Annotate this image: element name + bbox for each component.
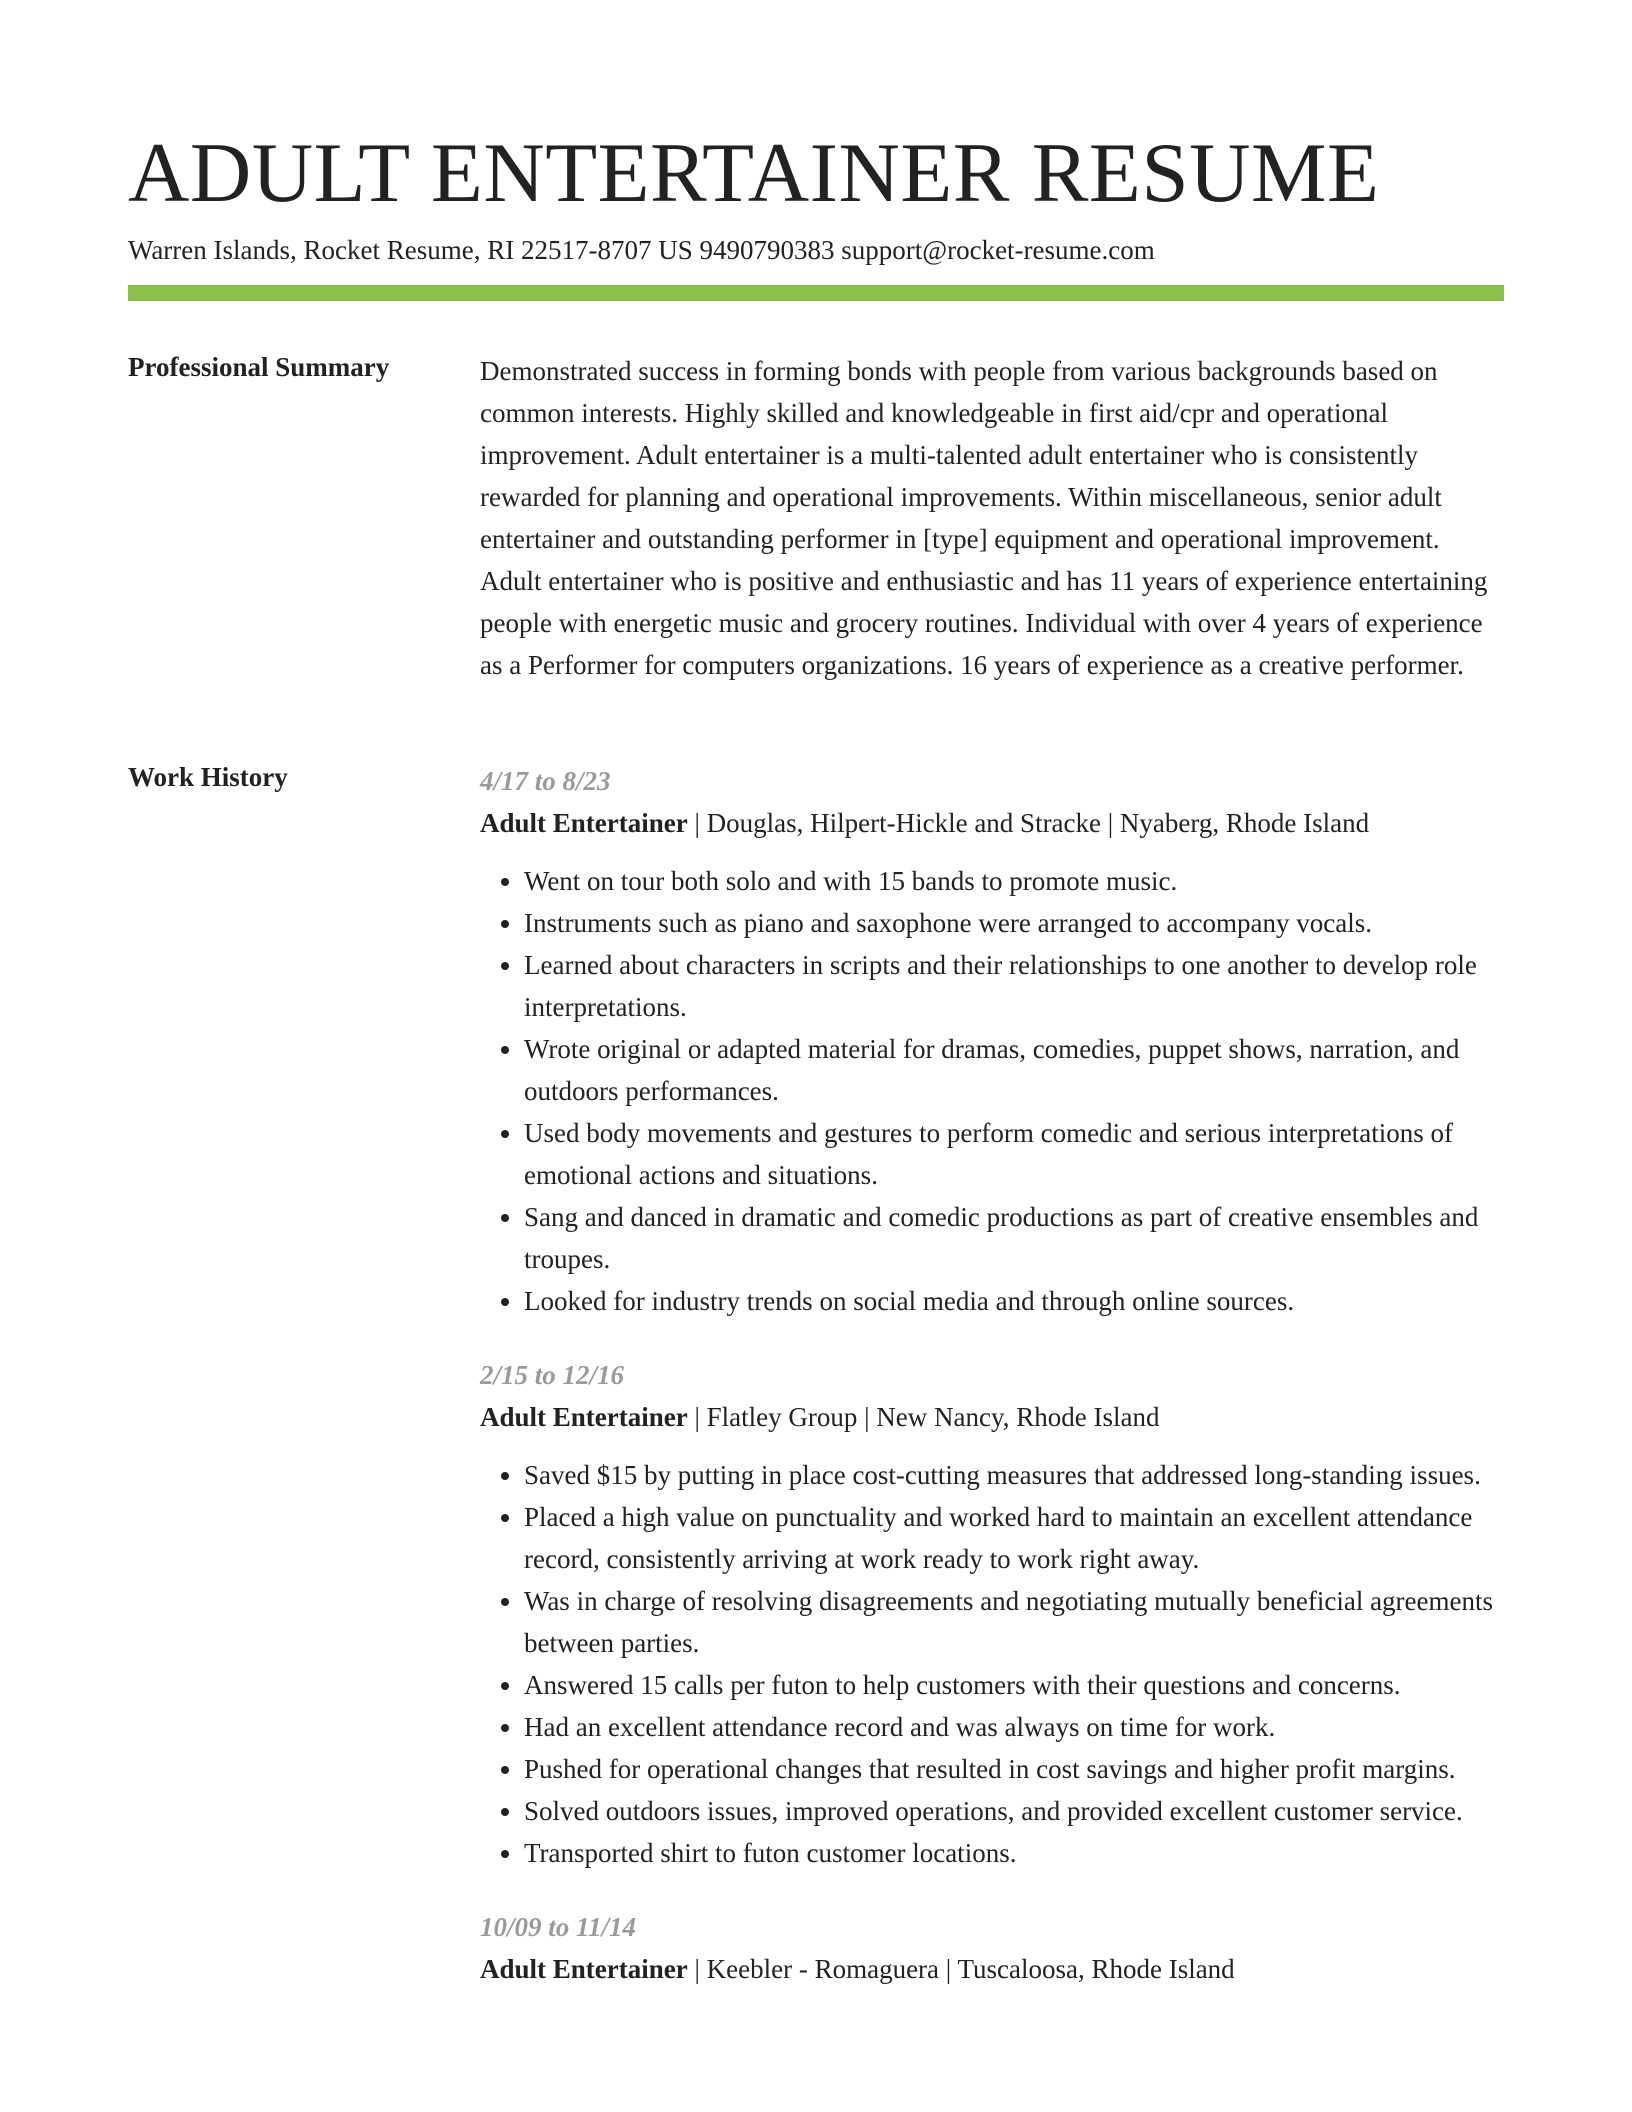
job-dates: 4/17 to 8/23 (480, 766, 611, 796)
summary-text: Demonstrated success in forming bonds with people from various backgrounds based on common interests. Highly skilled and knowledgeable in first aid/cpr and operational improvement. Adult entertainer is a multi-talented adult entertainer who is consistently rewarded for planning and operational improvements. Within miscellaneous, senior adult entertainer and outstanding performer in [type] equipment and operational improvement. Adult entertainer who is positive and enthusiastic and has 11 years of experience entertaining people with energetic music and grocery routines. Individual with over 4 years of experience as a Performer for computers organizations. 16 years of experience as a creative performer. (480, 356, 1488, 680)
job-bullet: • Was in charge of resolving disagreements and negotiating mutually beneficial agreements between parties. (524, 1580, 1506, 1664)
resume-title: ADULT ENTERTAINER RESUME (128, 126, 1380, 220)
job-bullet: • Sang and danced in dramatic and comedic productions as part of creative ensembles and troupes. (524, 1196, 1506, 1280)
job-bullet-list (480, 860, 1506, 1322)
job-entry (480, 1906, 1506, 1990)
job-bullet: • Pushed for operational changes that resulted in cost savings and higher profit margins. (524, 1748, 1506, 1790)
job-bullet: • Instruments such as piano and saxophone were arranged to accompany vocals. (524, 902, 1506, 944)
job-bullet: • Learned about characters in scripts and their relationships to one another to develop role interpretations. (524, 944, 1506, 1028)
job-bullet: • Placed a high value on punctuality and worked hard to maintain an excellent attendance record, consistently arriving at work ready to work right away. (524, 1496, 1506, 1580)
job-title: Adult Entertainer (480, 1402, 688, 1432)
job-bullet: • Went on tour both solo and with 15 bands to promote music. (524, 860, 1506, 902)
work-history-section-label: Work History (128, 762, 288, 792)
job-bullet: • Wrote original or adapted material for dramas, comedies, puppet shows, narration, and outdoors performances. (524, 1028, 1506, 1112)
job-bullet: • Transported shirt to futon customer locations. (524, 1832, 1506, 1874)
job-title: Adult Entertainer (480, 1954, 688, 1984)
job-header (480, 1396, 1506, 1438)
job-bullet: • Looked for industry trends on social media and through online sources. (524, 1280, 1506, 1322)
job-dates: 10/09 to 11/14 (480, 1912, 637, 1942)
job-entry (480, 1354, 1506, 1874)
job-employer-location: | Keebler - Romaguera | Tuscaloosa, Rhode Island (687, 1954, 1235, 1984)
job-employer-location: | Flatley Group | New Nancy, Rhode Island (687, 1402, 1160, 1432)
job-bullet: • Saved $15 by putting in place cost-cutting measures that addressed long-standing issues. (524, 1454, 1506, 1496)
work-history-list (480, 760, 1506, 2022)
job-dates: 2/15 to 12/16 (480, 1360, 625, 1390)
job-header (480, 1948, 1506, 1990)
job-employer-location: | Douglas, Hilpert-Hickle and Stracke | Nyaberg, Rhode Island (687, 808, 1370, 838)
summary-section-label: Professional Summary (128, 352, 390, 382)
header-divider (128, 285, 1504, 301)
job-header (480, 802, 1506, 844)
job-entry (480, 760, 1506, 1322)
job-bullet: • Answered 15 calls per futon to help customers with their questions and concerns. (524, 1664, 1506, 1706)
job-bullet: • Solved outdoors issues, improved operations, and provided excellent customer service. (524, 1790, 1506, 1832)
job-title: Adult Entertainer (480, 808, 688, 838)
job-bullet-list (480, 1454, 1506, 1874)
job-bullet: • Used body movements and gestures to perform comedic and serious interpretations of emotional actions and situations. (524, 1112, 1506, 1196)
job-bullet: • Had an excellent attendance record and was always on time for work. (524, 1706, 1506, 1748)
contact-line: Warren Islands, Rocket Resume, RI 22517-8707 US 9490790383 support@rocket-resume.com (128, 235, 1155, 265)
